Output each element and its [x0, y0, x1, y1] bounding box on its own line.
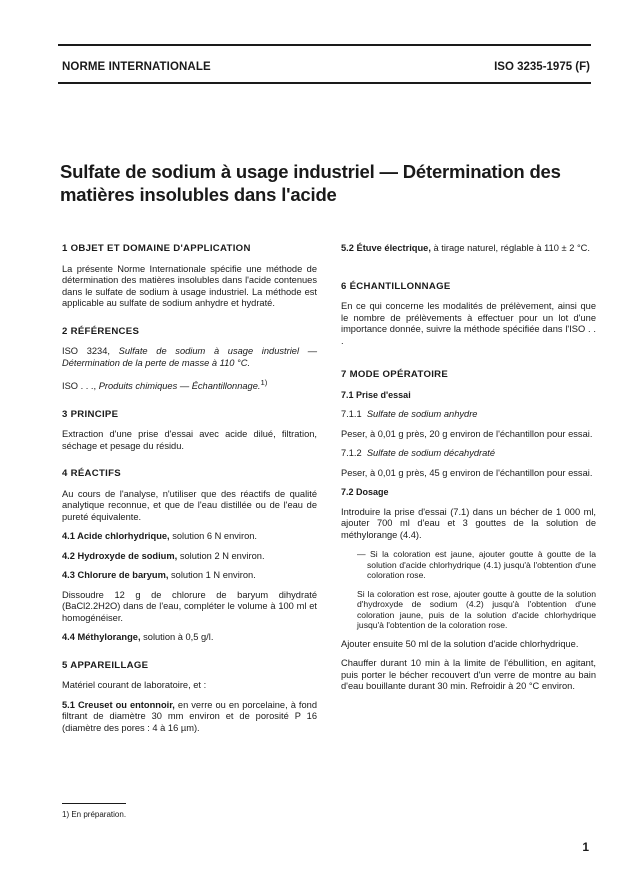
- section-text: Extraction d'une prise d'essai avec acide dilué, filtration, séchage et pesage du résidu.: [62, 429, 317, 451]
- reference-item: ISO 3234, Sulfate de sodium à usage industriel — Détermination de la perte de masse à 110 °C.: [62, 346, 317, 368]
- section-text: Au cours de l'analyse, n'utiliser que des réactifs de qualité analytique reconnue, et que de l'eau distillée ou de l'eau de pureté équivalente.: [62, 488, 317, 522]
- section-heading: 7 MODE OPÉRATOIRE: [341, 369, 449, 380]
- left-column: [62, 243, 317, 750]
- section-heading: 5 APPAREILLAGE: [62, 659, 149, 671]
- apparatus-item: 5.1 Creuset ou entonnoir, en verre ou en porcelaine, à fond filtrant de diamètre 30 mm environ et de porosité P 16 (diamètre des pores : 4 à 16 µm).: [62, 699, 317, 733]
- reagent-item: 4.4 Méthylorange, solution à 0,5 g/l.: [62, 632, 214, 643]
- section-heading: 2 RÉFÉRENCES: [62, 325, 140, 337]
- footnote-rule: [62, 803, 126, 804]
- subsection-heading: 7.1 Prise d'essai: [341, 389, 411, 400]
- header-standard-number: ISO 3235-1975 (F): [494, 61, 590, 73]
- subsubsection-heading: 7.1.1 Sulfate de sodium anhydre: [341, 409, 478, 419]
- footnote: 1) En préparation.: [62, 810, 127, 819]
- footnote-ref: 1): [260, 378, 268, 387]
- header-rule-bottom: [58, 82, 591, 84]
- reagent-item: 4.1 Acide chlorhydrique, solution 6 N environ.: [62, 531, 257, 542]
- section-text: Ajouter ensuite 50 ml de la solution d'acide chlorhydrique.: [341, 638, 579, 649]
- header-rule-top: [58, 44, 591, 46]
- right-column: [341, 243, 596, 709]
- section-apparatus-cont: [341, 243, 596, 255]
- procedure-case: Si la coloration est rose, ajouter goutte à goutte de la solution d'hydroxyde de sodium (4.2) jusqu'à l'obtention d'une coloration jaune, puis de la solution d'acide chlorhydrique jusqu'à l'obtention de la coloration rose.: [357, 588, 596, 630]
- section-apparatus: [62, 660, 317, 735]
- section-text: La présente Norme Internationale spécifie une méthode de détermination des matières insolubles dans l'acide contenues dans le sulfate de sodium à usage industriel. La méthode est applicable au sulfate de sodium anhydre et hydraté.: [62, 263, 317, 308]
- reagent-detail: Dissoudre 12 g de chlorure de baryum dihydraté (BaCl2.2H2O) dans de l'eau, compléter le volume à 100 ml et homogénéiser.: [62, 589, 317, 623]
- section-text: Peser, à 0,01 g près, 20 g environ de l'échantillon pour essai.: [341, 428, 593, 439]
- section-text: Peser, à 0,01 g près, 45 g environ de l'échantillon pour essai.: [341, 467, 593, 478]
- section-references: [62, 326, 317, 393]
- section-sampling: [341, 281, 596, 348]
- section-reagents: [62, 468, 317, 644]
- subsection-heading: 7.2 Dosage: [341, 487, 389, 497]
- section-scope: [62, 243, 317, 310]
- section-principle: [62, 409, 317, 453]
- section-heading: 1 OBJET ET DOMAINE D'APPLICATION: [62, 243, 251, 254]
- reagent-item: 4.2 Hydroxyde de sodium, solution 2 N environ.: [62, 550, 265, 561]
- section-text: Chauffer durant 10 min à la limite de l'ébullition, en agitant, puis porter le bécher recouvert d'un verre de montre au bain d'eau bouillante durant 30 min. Refroidir à 20 °C environ.: [341, 658, 596, 691]
- reference-item: ISO . . ., Produits chimiques — Échantillonnage.$^{1)}$: [62, 378, 268, 392]
- document-title: Sulfate de sodium à usage industriel — Détermination des matières insolubles dans l'acide: [60, 161, 561, 205]
- section-text: Matériel courant de laboratoire, et :: [62, 680, 207, 691]
- reagent-item: 4.3 Chlorure de baryum, solution 1 N environ.: [62, 570, 256, 581]
- section-heading: 6 ÉCHANTILLONNAGE: [341, 280, 451, 292]
- subsubsection-heading: 7.1.2 Sulfate de sodium décahydraté: [341, 448, 496, 458]
- section-procedure: [341, 369, 596, 693]
- section-heading: 3 PRINCIPE: [62, 408, 119, 420]
- header-standard-label: NORME INTERNATIONALE: [62, 61, 211, 73]
- procedure-case: — Si la coloration est jaune, ajouter goutte à goutte de la solution d'acide chlorhydrique (4.1) jusqu'à l'obtention d'une coloration rose.: [357, 549, 596, 580]
- section-text: En ce qui concerne les modalités de prélèvement, ainsi que le nombre de prélèvements à effectuer pour un lot d'une importance donnée, suivre la méthode spécifiée dans l'ISO . . .: [341, 301, 596, 346]
- apparatus-item: 5.2 Étuve électrique, à tirage naturel, réglable à 110 ± 2 °C.: [341, 243, 590, 253]
- section-text: Introduire la prise d'essai (7.1) dans un bécher de 1 000 ml, ajouter 700 ml d'eau et 3 gouttes de la solution de méthylorange (4.4).: [341, 506, 596, 540]
- page-number: 1: [582, 840, 589, 854]
- section-heading: 4 RÉACTIFS: [62, 468, 121, 480]
